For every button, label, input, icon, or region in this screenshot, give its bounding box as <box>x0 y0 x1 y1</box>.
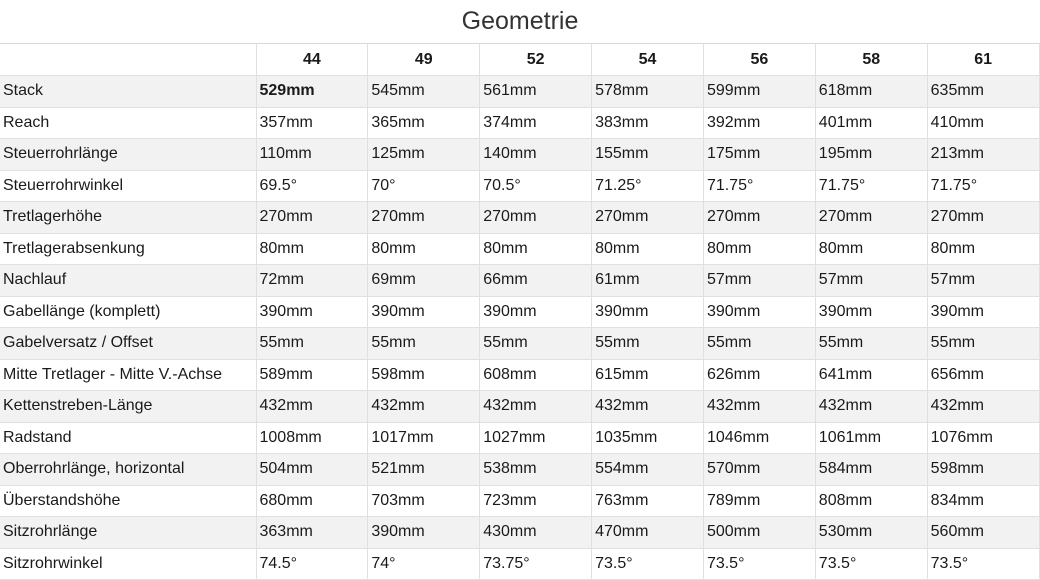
table-cell: 641mm <box>815 359 927 391</box>
table-cell: 74° <box>368 548 480 580</box>
table-cell: 270mm <box>368 202 480 234</box>
table-cell: 57mm <box>703 265 815 297</box>
table-cell: 69mm <box>368 265 480 297</box>
table-cell: 808mm <box>815 485 927 517</box>
table-row <box>0 107 1039 139</box>
table-cell: 80mm <box>703 233 815 265</box>
table-cell: 270mm <box>480 202 592 234</box>
table-cell: 608mm <box>480 359 592 391</box>
table-cell: 71.75° <box>815 170 927 202</box>
table-cell: 561mm <box>480 76 592 108</box>
table-row <box>0 202 1039 234</box>
table-cell: 1035mm <box>592 422 704 454</box>
table-cell: 554mm <box>592 454 704 486</box>
table-cell: 390mm <box>703 296 815 328</box>
table-cell: 55mm <box>256 328 368 360</box>
table-cell: 73.75° <box>480 548 592 580</box>
table-cell: 521mm <box>368 454 480 486</box>
table-cell: 270mm <box>927 202 1039 234</box>
table-cell: 80mm <box>480 233 592 265</box>
table-cell: 270mm <box>703 202 815 234</box>
table-cell: 270mm <box>815 202 927 234</box>
table-row <box>0 359 1039 391</box>
size-header: 54 <box>592 44 704 76</box>
table-cell: 125mm <box>368 139 480 171</box>
table-cell: 61mm <box>592 265 704 297</box>
table-cell: 70.5° <box>480 170 592 202</box>
table-cell: 578mm <box>592 76 704 108</box>
row-label: Kettenstreben-Länge <box>0 391 256 423</box>
table-cell: 560mm <box>927 517 1039 549</box>
row-label: Überstandshöhe <box>0 485 256 517</box>
table-cell: 155mm <box>592 139 704 171</box>
table-row <box>0 517 1039 549</box>
table-cell: 357mm <box>256 107 368 139</box>
table-cell: 73.5° <box>815 548 927 580</box>
table-cell: 57mm <box>927 265 1039 297</box>
table-cell: 195mm <box>815 139 927 171</box>
table-cell: 545mm <box>368 76 480 108</box>
table-cell: 80mm <box>256 233 368 265</box>
row-label: Reach <box>0 107 256 139</box>
table-cell: 80mm <box>815 233 927 265</box>
table-cell: 530mm <box>815 517 927 549</box>
table-cell: 270mm <box>256 202 368 234</box>
table-cell: 432mm <box>703 391 815 423</box>
page-title: Geometrie <box>0 0 1040 44</box>
table-cell: 57mm <box>815 265 927 297</box>
table-cell: 470mm <box>592 517 704 549</box>
size-header: 61 <box>927 44 1039 76</box>
table-cell: 432mm <box>927 391 1039 423</box>
size-header: 44 <box>256 44 368 76</box>
table-cell: 80mm <box>927 233 1039 265</box>
table-cell: 55mm <box>368 328 480 360</box>
table-cell: 1017mm <box>368 422 480 454</box>
table-cell: 73.5° <box>703 548 815 580</box>
table-cell: 703mm <box>368 485 480 517</box>
row-label: Steuerrohrlänge <box>0 139 256 171</box>
row-label: Sitzrohrwinkel <box>0 548 256 580</box>
table-cell: 626mm <box>703 359 815 391</box>
table-cell: 55mm <box>592 328 704 360</box>
table-cell: 598mm <box>927 454 1039 486</box>
table-cell: 598mm <box>368 359 480 391</box>
table-row <box>0 454 1039 486</box>
table-cell: 589mm <box>256 359 368 391</box>
table-cell: 432mm <box>815 391 927 423</box>
size-header: 49 <box>368 44 480 76</box>
table-cell: 390mm <box>368 296 480 328</box>
table-cell: 680mm <box>256 485 368 517</box>
table-cell: 390mm <box>368 517 480 549</box>
table-cell: 110mm <box>256 139 368 171</box>
table-cell: 392mm <box>703 107 815 139</box>
table-cell: 500mm <box>703 517 815 549</box>
table-cell: 390mm <box>592 296 704 328</box>
table-cell: 529mm <box>256 76 368 108</box>
table-cell: 656mm <box>927 359 1039 391</box>
table-cell: 383mm <box>592 107 704 139</box>
size-header: 58 <box>815 44 927 76</box>
table-cell: 401mm <box>815 107 927 139</box>
table-cell: 432mm <box>480 391 592 423</box>
table-cell: 834mm <box>927 485 1039 517</box>
row-label: Radstand <box>0 422 256 454</box>
table-cell: 410mm <box>927 107 1039 139</box>
table-cell: 55mm <box>480 328 592 360</box>
geometry-table <box>0 44 1040 580</box>
size-header: 52 <box>480 44 592 76</box>
row-label: Sitzrohrlänge <box>0 517 256 549</box>
table-row <box>0 76 1039 108</box>
table-row <box>0 265 1039 297</box>
table-cell: 1027mm <box>480 422 592 454</box>
table-cell: 71.75° <box>703 170 815 202</box>
table-cell: 71.75° <box>927 170 1039 202</box>
table-cell: 618mm <box>815 76 927 108</box>
table-cell: 1061mm <box>815 422 927 454</box>
table-row <box>0 139 1039 171</box>
table-cell: 584mm <box>815 454 927 486</box>
table-cell: 390mm <box>815 296 927 328</box>
table-row <box>0 233 1039 265</box>
table-cell: 374mm <box>480 107 592 139</box>
table-cell: 80mm <box>592 233 704 265</box>
table-cell: 70° <box>368 170 480 202</box>
table-row <box>0 296 1039 328</box>
table-cell: 763mm <box>592 485 704 517</box>
table-cell: 432mm <box>256 391 368 423</box>
table-cell: 71.25° <box>592 170 704 202</box>
table-row <box>0 485 1039 517</box>
table-row <box>0 422 1039 454</box>
table-cell: 69.5° <box>256 170 368 202</box>
table-cell: 504mm <box>256 454 368 486</box>
table-row <box>0 328 1039 360</box>
table-cell: 390mm <box>256 296 368 328</box>
table-cell: 390mm <box>480 296 592 328</box>
row-label: Oberrohrlänge, horizontal <box>0 454 256 486</box>
table-cell: 365mm <box>368 107 480 139</box>
header-corner <box>0 44 256 76</box>
table-cell: 432mm <box>368 391 480 423</box>
row-label: Stack <box>0 76 256 108</box>
table-cell: 55mm <box>703 328 815 360</box>
table-cell: 80mm <box>368 233 480 265</box>
table-cell: 570mm <box>703 454 815 486</box>
row-label: Gabellänge (komplett) <box>0 296 256 328</box>
table-row <box>0 170 1039 202</box>
table-cell: 55mm <box>815 328 927 360</box>
table-cell: 789mm <box>703 485 815 517</box>
table-cell: 270mm <box>592 202 704 234</box>
table-cell: 72mm <box>256 265 368 297</box>
table-cell: 723mm <box>480 485 592 517</box>
table-body <box>0 76 1039 580</box>
table-row <box>0 391 1039 423</box>
table-cell: 599mm <box>703 76 815 108</box>
table-cell: 55mm <box>927 328 1039 360</box>
table-cell: 1076mm <box>927 422 1039 454</box>
table-row <box>0 548 1039 580</box>
row-label: Steuerrohrwinkel <box>0 170 256 202</box>
row-label: Gabelversatz / Offset <box>0 328 256 360</box>
table-cell: 213mm <box>927 139 1039 171</box>
table-cell: 615mm <box>592 359 704 391</box>
row-label: Tretlagerabsenkung <box>0 233 256 265</box>
table-cell: 73.5° <box>927 548 1039 580</box>
row-label: Mitte Tretlager - Mitte V.-Achse <box>0 359 256 391</box>
header-row <box>0 44 1039 76</box>
table-cell: 538mm <box>480 454 592 486</box>
row-label: Tretlagerhöhe <box>0 202 256 234</box>
table-cell: 66mm <box>480 265 592 297</box>
table-cell: 140mm <box>480 139 592 171</box>
table-cell: 390mm <box>927 296 1039 328</box>
table-cell: 430mm <box>480 517 592 549</box>
table-cell: 363mm <box>256 517 368 549</box>
table-cell: 74.5° <box>256 548 368 580</box>
table-cell: 432mm <box>592 391 704 423</box>
table-cell: 175mm <box>703 139 815 171</box>
table-cell: 73.5° <box>592 548 704 580</box>
row-label: Nachlauf <box>0 265 256 297</box>
size-header: 56 <box>703 44 815 76</box>
table-cell: 1046mm <box>703 422 815 454</box>
table-cell: 635mm <box>927 76 1039 108</box>
table-cell: 1008mm <box>256 422 368 454</box>
